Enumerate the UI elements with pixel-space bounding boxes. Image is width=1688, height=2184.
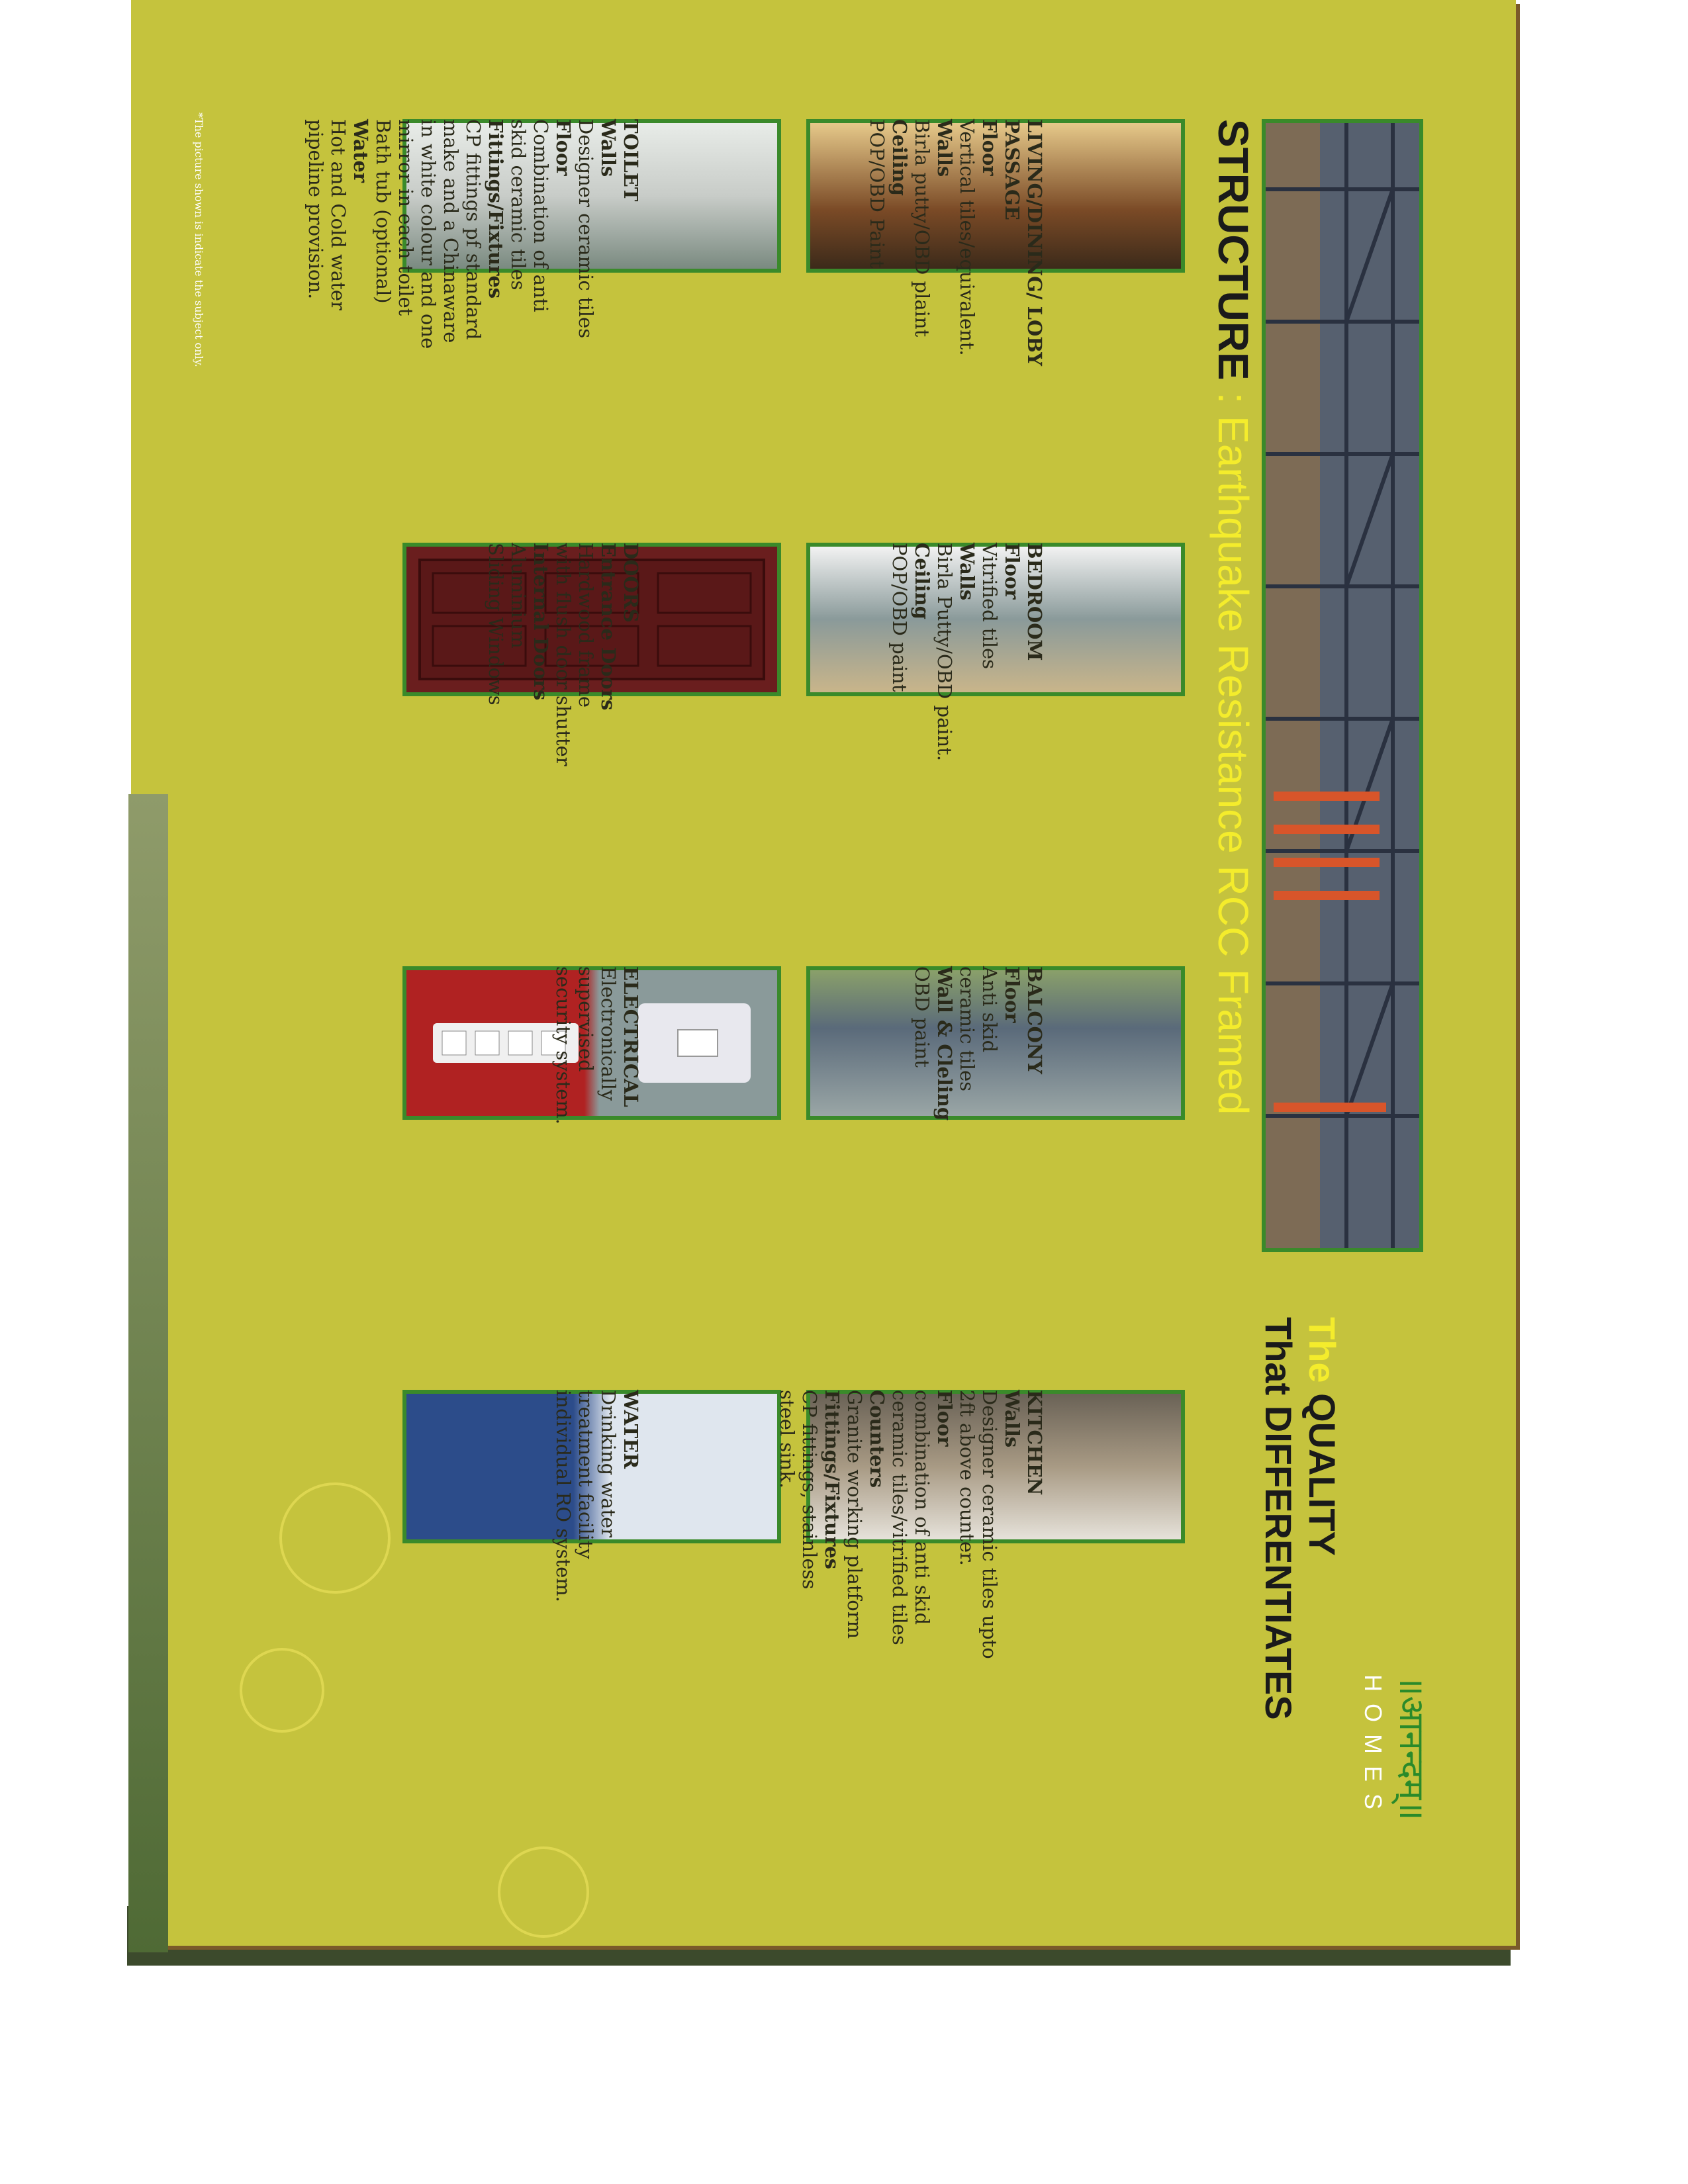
spec-label: Ceiling bbox=[888, 119, 911, 196]
spec-value: Electronically bbox=[597, 966, 620, 1101]
spec-label: Internal Doors bbox=[530, 543, 552, 701]
spec-value: make and a Chinaware bbox=[440, 119, 462, 343]
structure-steel-frame-photo bbox=[1262, 119, 1423, 1252]
tagline-that: That bbox=[1258, 1317, 1299, 1396]
spec-value: Aluminium bbox=[507, 543, 530, 649]
section-electrical bbox=[552, 966, 642, 1257]
spec-value: Granite working platform bbox=[843, 1390, 866, 1639]
spec-value: OBD paint bbox=[911, 966, 933, 1068]
section-heading: KITCHEN bbox=[1023, 1390, 1046, 1496]
picture-footnote: *The picture shown is indicate the subject only. bbox=[193, 113, 205, 367]
spec-value: Hot and Cold water bbox=[327, 119, 350, 310]
spec-value: ceramic tiles/vitrified tiles bbox=[888, 1390, 911, 1645]
spec-label: Floor bbox=[933, 1390, 956, 1447]
spec-value: Sliding Windows bbox=[485, 543, 507, 705]
spec-label: Ceiling bbox=[911, 543, 933, 619]
spec-label: Floor bbox=[1001, 543, 1023, 600]
section-water bbox=[552, 1390, 642, 1681]
section-heading: LIVING/DINING/ LOBY PASSAGE bbox=[1001, 119, 1046, 366]
spec-value: Birla Putty/OBD paint. bbox=[933, 543, 956, 762]
spec-label: Fittings/Fixtures bbox=[485, 119, 507, 299]
spec-value: skid ceramic tiles bbox=[507, 119, 530, 291]
spec-label: Counters bbox=[866, 1390, 888, 1488]
spec-value: Designer ceramic tiles upto bbox=[978, 1390, 1001, 1659]
section-bedroom bbox=[888, 543, 1046, 834]
spec-value: individual RO system. bbox=[552, 1390, 575, 1602]
section-living-dining bbox=[866, 119, 1046, 410]
spec-label: Entrance Doors bbox=[597, 543, 620, 711]
section-balcony bbox=[911, 966, 1046, 1257]
spec-label: Fittings/Fixtures bbox=[821, 1390, 843, 1570]
steel-frame-illustration bbox=[1266, 123, 1419, 1248]
page-title bbox=[1209, 119, 1258, 1115]
spec-label: Walls bbox=[933, 119, 956, 177]
spec-value: ceramic tiles bbox=[956, 966, 978, 1092]
spec-label: Walls bbox=[1001, 1390, 1023, 1448]
spec-value: pipeline provision. bbox=[305, 119, 327, 300]
spec-value: CP fittings pf standard bbox=[462, 119, 485, 340]
spec-label: Floor bbox=[1001, 966, 1023, 1023]
spec-value: Drinking water bbox=[597, 1390, 620, 1538]
section-heading: WATER bbox=[620, 1390, 642, 1469]
section-heading: BEDROOM bbox=[1023, 543, 1046, 661]
spec-value: CP fittings, stainless bbox=[798, 1390, 821, 1590]
spec-label: Floor bbox=[978, 119, 1001, 176]
spec-label: Walls bbox=[597, 119, 620, 177]
section-heading: ELECTRICAL bbox=[620, 966, 642, 1107]
spec-value: Birla putty/OBD plaint bbox=[911, 119, 933, 338]
spec-value: Anti skid bbox=[978, 966, 1001, 1053]
spec-value: steel sink. bbox=[776, 1390, 798, 1488]
section-kitchen bbox=[776, 1390, 1046, 1681]
flower-decoration bbox=[279, 1482, 391, 1594]
spec-value: POP/OBD Paint bbox=[866, 119, 888, 269]
flower-decoration bbox=[240, 1648, 324, 1733]
spec-value: in white colour and one bbox=[417, 119, 440, 349]
spec-value: POP/OBD paint bbox=[888, 543, 911, 692]
tagline-the: The bbox=[1301, 1317, 1343, 1383]
title-subtitle: Earthquake Resistance RCC Framed bbox=[1209, 416, 1257, 1115]
title-structure: STRUCTURE bbox=[1209, 119, 1257, 381]
brand-homes: HOMES bbox=[1360, 1674, 1387, 1822]
spec-value: 2ft above counter. bbox=[956, 1390, 978, 1566]
spec-value: supervised bbox=[575, 966, 597, 1072]
title-separator: : bbox=[1209, 392, 1257, 404]
brand-logo-text: ॥आनन्दम्॥ bbox=[1391, 1675, 1431, 1821]
section-heading: DOORS bbox=[620, 543, 642, 623]
spec-label: Wall & Cleling bbox=[933, 966, 956, 1121]
spec-value: treatment facility bbox=[575, 1390, 597, 1559]
spec-value: Combination of anti bbox=[530, 119, 552, 312]
spec-value: Hardwood frame bbox=[575, 543, 597, 708]
section-doors bbox=[485, 543, 642, 834]
spec-value: Designer ceramic tiles bbox=[575, 119, 597, 339]
spec-value: Bath tub (optional) bbox=[372, 119, 395, 304]
brochure-content bbox=[126, 93, 1450, 1946]
tagline-quality: QUALITY bbox=[1301, 1393, 1343, 1556]
spec-value: Vertical tiles/equivalent. bbox=[956, 119, 978, 356]
spec-value: Vitrified tiles bbox=[978, 543, 1001, 670]
section-heading: BALCONY bbox=[1023, 966, 1046, 1074]
spec-value: with flush door shutter bbox=[552, 543, 575, 766]
section-toilet bbox=[305, 119, 642, 410]
spec-label: Floor bbox=[552, 119, 575, 176]
spec-value: security system. bbox=[552, 966, 575, 1125]
spec-value: combination of anti skid bbox=[911, 1390, 933, 1625]
spec-label: Walls bbox=[956, 543, 978, 601]
spec-label: Water bbox=[350, 119, 372, 183]
section-heading: TOILET bbox=[620, 119, 642, 202]
brand-logo bbox=[1359, 1674, 1436, 1821]
tagline bbox=[1256, 1317, 1344, 1720]
tagline-differentiates: DIFFERENTIATES bbox=[1258, 1405, 1299, 1720]
flower-decoration bbox=[498, 1846, 589, 1938]
spec-value: mirror in each toilet bbox=[395, 119, 417, 316]
